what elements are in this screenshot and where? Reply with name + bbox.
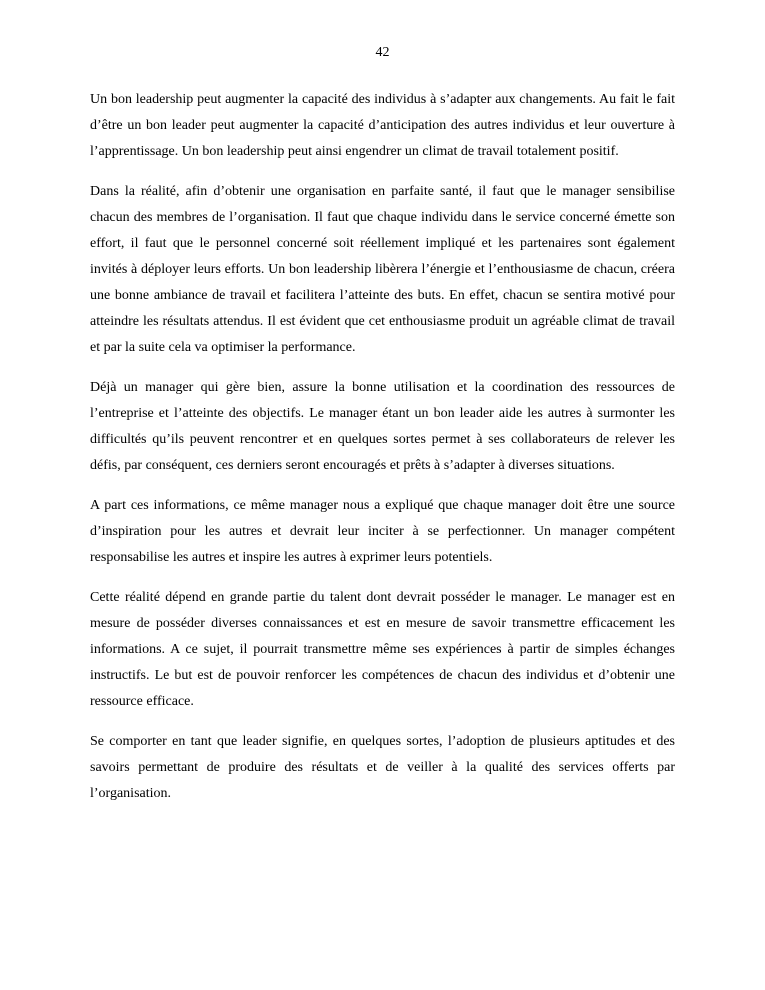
paragraph-3: Déjà un manager qui gère bien, assure la bonne utilisation et la coordination des ressources de l’entreprise et l’atteinte des objectifs. Le manager étant un bon leader aide les autres à surmonter les difficultés qu’ils peuvent rencontrer et en quelques sortes permet à ses collaborateurs de relever les défis, par conséquent, ces derniers seront encouragés et prêts à s’adapter à diverses situations. <box>90 380 675 473</box>
paragraph-4: A part ces informations, ce même manager nous a expliqué que chaque manager doit être une source d’inspiration pour les autres et devrait leur inciter à se perfectionner. Un manager compétent responsabilise les autres et inspire les autres à exprimer leurs potentiels. <box>90 498 675 565</box>
page-number: 42 <box>375 45 390 60</box>
paragraph-5: Cette réalité dépend en grande partie du talent dont devrait posséder le manager. Le manager est en mesure de posséder diverses connaissances et est en mesure de savoir transmettre efficacement les informations. A ce sujet, il pourrait transmettre même ses expériences à partir de simples échanges instructifs. Le but est de pouvoir renforcer les compétences de chacun des individus et d’obtenir une ressource efficace. <box>90 590 675 709</box>
body-text <box>90 87 675 821</box>
paragraph-6: Se comporter en tant que leader signifie, en quelques sortes, l’adoption de plusieurs aptitudes et des savoirs permettant de produire des résultats et de veiller à la qualité des services offerts par l’organisation. <box>90 734 675 801</box>
paragraph-1: Un bon leadership peut augmenter la capacité des individus à s’adapter aux changements. Au fait le fait d’être un bon leader peut augmenter la capacité d’anticipation des autres individus et leur ouverture à l’apprentissage. Un bon leadership peut ainsi engendrer un climat de travail totalement positif. <box>90 92 675 159</box>
paragraph-2: Dans la réalité, afin d’obtenir une organisation en parfaite santé, il faut que le manager sensibilise chacun des membres de l’organisation. Il faut que chaque individu dans le service concerné émette son effort, il faut que le personnel concerné soit réellement impliqué et les partenaires sont également invités à déployer leurs efforts. Un bon leadership libèrera l’énergie et l’enthousiasme de chacun, créera une bonne ambiance de travail et facilitera l’atteinte des buts. En effet, chacun se sentira motivé pour atteindre les résultats attendus. Il est évident que cet enthousiasme produit un agréable climat de travail et par la suite cela va optimiser la performance. <box>90 184 675 355</box>
